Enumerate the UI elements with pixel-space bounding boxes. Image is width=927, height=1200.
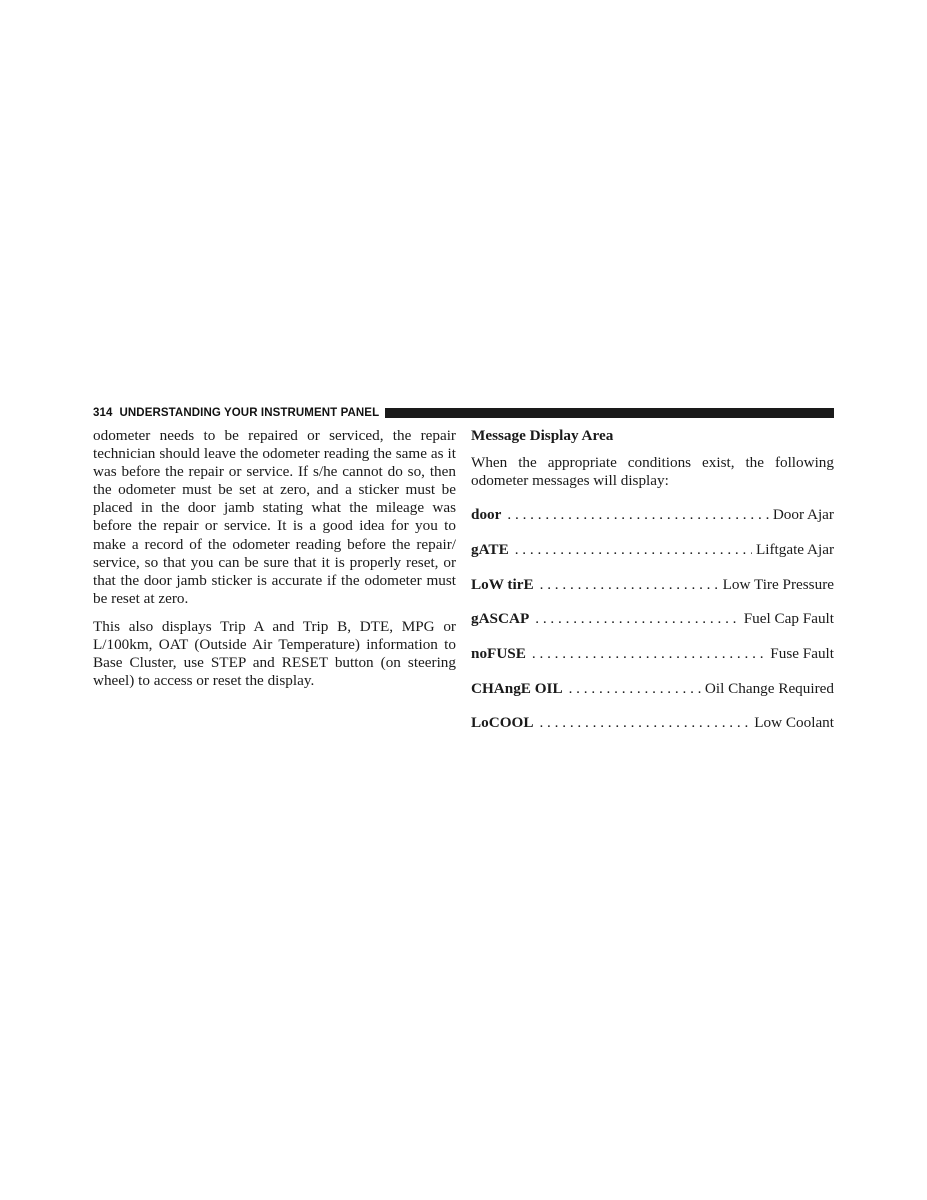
section-title: UNDERSTANDING YOUR INSTRUMENT PANEL	[119, 407, 380, 419]
list-item	[471, 680, 834, 715]
dot-leader	[539, 714, 750, 732]
header-text	[93, 407, 379, 419]
message-meaning: Low Tire Pressure	[722, 575, 834, 593]
list-item	[471, 645, 834, 680]
message-code: gASCAP	[471, 610, 530, 628]
list-item	[471, 541, 834, 576]
message-display-title: Message Display Area	[471, 427, 614, 444]
list-item	[471, 576, 834, 611]
message-code: door	[471, 506, 502, 524]
paragraph-trip-display: This also displays Trip A and Trip B, DTE, MPG or L/100km, OAT (Outside Air Temperature) information to Base Cluster, use STEP and RESET button (on steering wheel) to access or reset the display.	[93, 617, 456, 690]
message-code: CHAngE OIL	[471, 679, 563, 697]
message-meaning: Door Ajar	[772, 506, 834, 524]
odometer-message-list	[471, 506, 834, 749]
page-number: 314	[93, 407, 113, 419]
dot-leader	[540, 576, 719, 594]
message-meaning: Liftgate Ajar	[755, 540, 834, 558]
message-meaning: Oil Change Required	[704, 679, 834, 697]
message-code: noFUSE	[471, 645, 526, 663]
message-code: LoCOOL	[471, 714, 534, 732]
dot-leader	[532, 645, 766, 663]
dot-leader	[535, 610, 739, 628]
message-meaning: Fuel Cap Fault	[743, 610, 834, 628]
message-code: LoW tirE	[471, 575, 534, 593]
dot-leader	[515, 541, 752, 559]
list-item	[471, 506, 834, 541]
message-meaning: Fuse Fault	[770, 645, 834, 663]
message-code: gATE	[471, 540, 509, 558]
message-display-intro: When the appropriate conditions exist, the following odometer messages will display:	[471, 454, 834, 490]
left-column	[93, 427, 456, 700]
dot-leader	[507, 506, 768, 524]
list-item	[471, 610, 834, 645]
dot-leader	[569, 680, 701, 698]
paragraph-odometer-repair: odometer needs to be repaired or serviced, the repair technician should leave the odometer reading the same as it was before the repair or service. If s/he cannot do so, then the odometer must be set at zero, and a sticker must be placed in the door jamb stating what the mileage was before the repair or service. It is a good idea for you to make a record of the odometer reading before the repair/ service, so that you can be sure that it is properly reset, or that the door jamb sticker is accurate if the odometer must be reset at zero.	[93, 427, 456, 607]
message-meaning: Low Coolant	[754, 714, 834, 732]
header-rule	[385, 408, 834, 418]
page-header	[93, 405, 834, 421]
right-column	[471, 427, 834, 749]
list-item	[471, 714, 834, 749]
